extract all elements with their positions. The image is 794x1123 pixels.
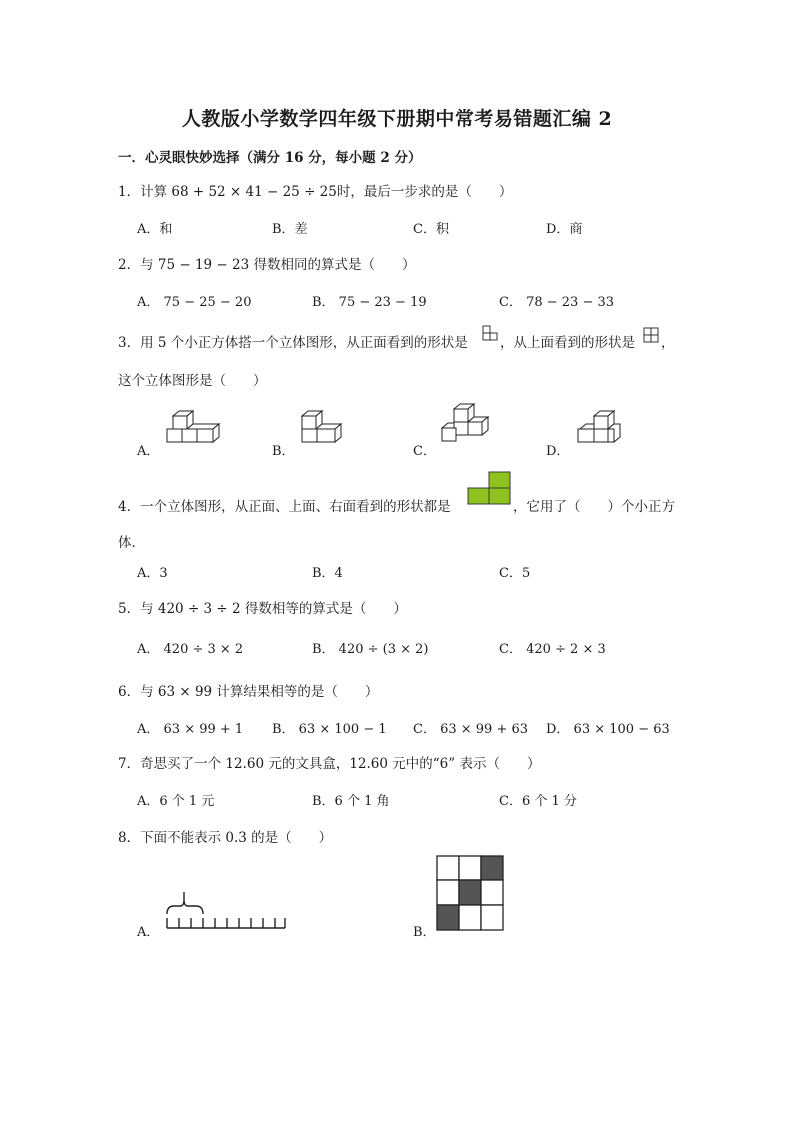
question-4-stem-line2: 体． — [118, 535, 145, 551]
q2-option-b: B． 75 − 23 − 19 — [312, 295, 427, 310]
q6-option-b: B． 63 × 100 − 1 — [272, 722, 387, 737]
front-view-icon — [482, 325, 498, 341]
q4-option-b: B．4 — [312, 566, 343, 581]
section-heading: 一．心灵眼快妙选择（满分 16 分，每小题 2 分） — [118, 150, 422, 166]
q5-option-a: A． 420 ÷ 3 × 2 — [137, 642, 244, 657]
q3-cube-figure-c — [440, 403, 490, 449]
question-4-stem-part1: 4．一个立体图形，从正面、上面、右面看到的形状都是 — [118, 499, 451, 515]
question-3-stem-part2: ，从上面看到的形状是 — [500, 335, 635, 351]
question-8-stem: 8．下面不能表示 0.3 的是（ ） — [118, 830, 333, 846]
question-6-stem: 6．与 63 × 99 计算结果相等的是（ ） — [118, 684, 379, 700]
q6-option-c: C． 63 × 99 + 63 — [413, 722, 529, 737]
q1-option-b: B．差 — [272, 222, 308, 237]
q7-option-c: C．6 个 1 分 — [499, 794, 577, 809]
question-1-stem: 1．计算 68 + 52 × 41 − 25 ÷ 25时，最后一步求的是（ ） — [118, 184, 513, 200]
q1-option-a: A．和 — [137, 222, 173, 237]
q1-option-d: D．商 — [546, 222, 583, 237]
q3-option-a: A． — [137, 444, 160, 459]
q8-option-b: B． — [413, 925, 436, 940]
q7-option-b: B．6 个 1 角 — [312, 794, 390, 809]
q8-ruler-figure — [164, 890, 288, 932]
q4-option-c: C．5 — [499, 566, 531, 581]
q2-option-a: A． 75 − 25 − 20 — [137, 295, 252, 310]
green-shape-icon — [467, 471, 511, 505]
q7-option-a: A．6 个 1 元 — [137, 794, 215, 809]
q3-option-b: B． — [272, 444, 295, 459]
question-3-stem-line2: 这个立体图形是（ ） — [118, 373, 267, 389]
q3-cube-figure-d — [574, 410, 622, 450]
q2-option-c: C． 78 − 23 − 33 — [499, 295, 615, 310]
q5-option-b: B． 420 ÷ (3 × 2) — [312, 642, 429, 657]
question-7-stem: 7．奇思买了一个 12.60 元的文具盒，12.60 元中的“6” 表示（ ） — [118, 756, 541, 772]
q1-option-c: C．积 — [413, 222, 449, 237]
question-3-stem-part3: ， — [661, 335, 675, 351]
top-view-icon — [643, 327, 659, 343]
q3-option-c: C． — [413, 444, 436, 459]
question-4-stem-part2: ，它用了（ ）个小正方 — [513, 499, 675, 515]
question-5-stem: 5．与 420 ÷ 3 ÷ 2 得数相等的算式是（ ） — [118, 601, 407, 617]
page-title: 人教版小学数学四年级下册期中常考易错题汇编 2 — [181, 108, 613, 130]
q3-cube-figure-b — [300, 410, 344, 450]
q3-option-d: D． — [546, 444, 570, 459]
q3-cube-figure-a — [165, 410, 221, 450]
q6-option-d: D． 63 × 100 − 63 — [546, 722, 670, 737]
q6-option-a: A． 63 × 99 + 1 — [137, 722, 244, 737]
q4-option-a: A．3 — [137, 566, 168, 581]
q8-grid-figure — [436, 855, 504, 931]
q8-option-a: A． — [137, 925, 160, 940]
question-2-stem: 2．与 75 − 19 − 23 得数相同的算式是（ ） — [118, 257, 416, 273]
q5-option-c: C． 420 ÷ 2 × 3 — [499, 642, 606, 657]
question-3-stem-part1: 3．用 5 个小正方体搭一个立体图形，从正面看到的形状是 — [118, 335, 468, 351]
